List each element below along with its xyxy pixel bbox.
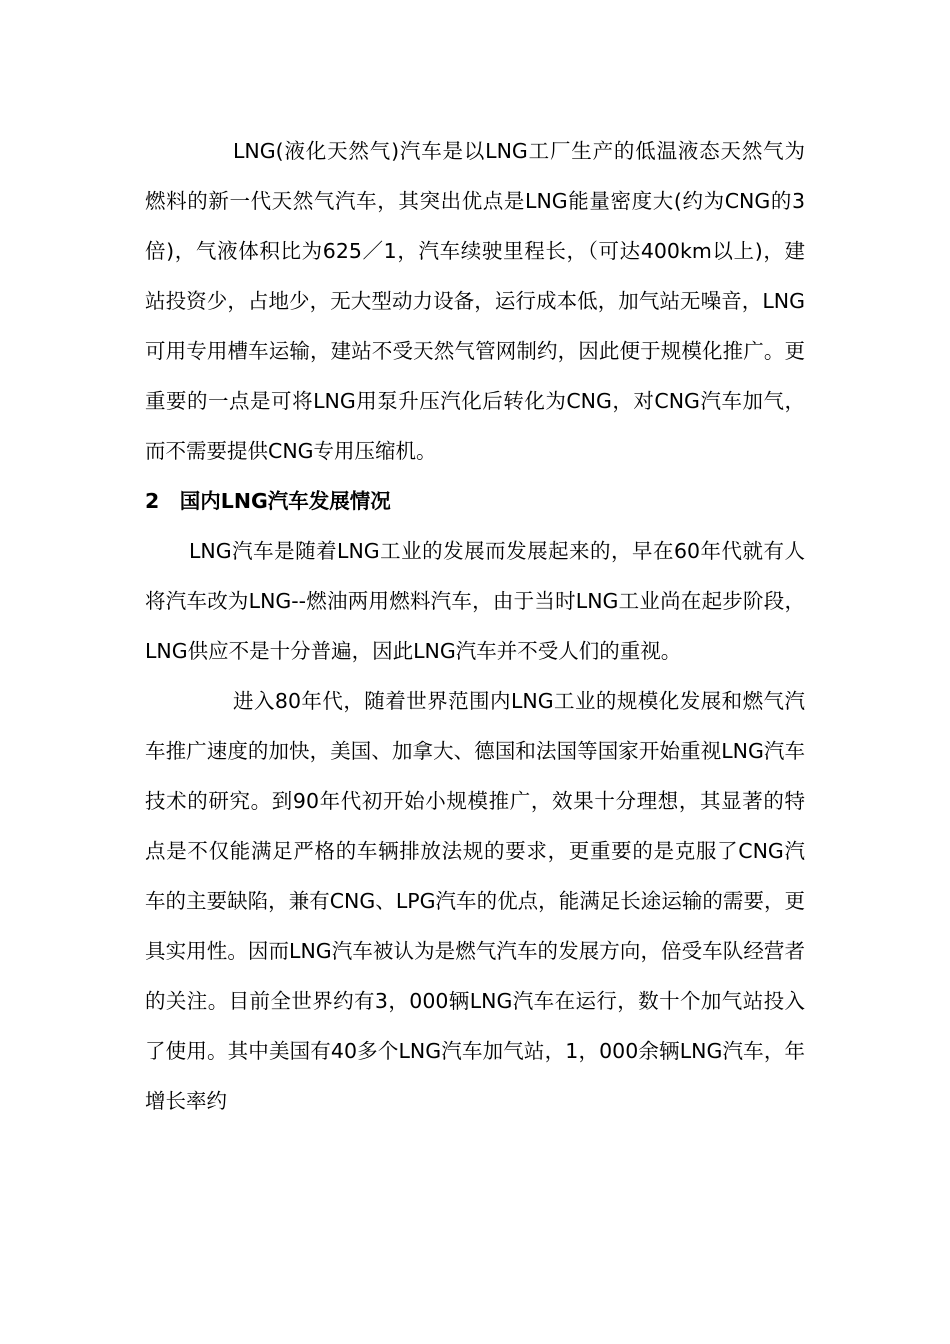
paragraph-lng-development: 进入80年代，随着世界范围内LNG工业的规模化发展和燃气汽车推广速度的加快，美国、加拿大、德国和法国等国家开始重视LNG汽车技术的研究。到90年代初开始小规模推广，效果十分理想，其显著的特点是不仅能满足严格的车辆排放法规的要求，更重要的是克服了CNG汽车的主要缺陷，兼有CNG、LPG汽车的优点，能满足长途运输的需要，更具实用性。因而LNG汽车被认为是燃气汽车的发展方向，倍受车队经营者的关注。目前全世界约有3，000辆LNG汽车在运行，数十个加气站投入了使用。其中美国有40多个LNG汽车加气站，1，000余辆LNG汽车，年增长率约 — [145, 689, 805, 1113]
paragraph-lng-history: LNG汽车是随着LNG工业的发展而发展起来的，早在60年代就有人将汽车改为LNG--燃油两用燃料汽车，由于当时LNG工业尚在起步阶段，LNG供应不是十分普遍，因此LNG汽车并不受人们的重视。 — [145, 539, 805, 663]
document-body — [145, 126, 805, 1126]
section-heading-2: 2 国内LNG汽车发展情况 — [145, 489, 391, 513]
paragraph-lng-intro: LNG(液化天然气)汽车是以LNG工厂生产的低温液态天然气为燃料的新一代天然气汽车，其突出优点是LNG能量密度大(约为CNG的3倍)，气液体积比为625／1，汽车续驶里程长，（可达400km以上)，建站投资少，占地少，无大型动力设备，运行成本低，加气站无噪音，LNG可用专用槽车运输，建站不受天然气管网制约，因此便于规模化推广。更重要的一点是可将LNG用泵升压汽化后转化为CNG，对CNG汽车加气，而不需要提供CNG专用压缩机。 — [145, 139, 805, 463]
